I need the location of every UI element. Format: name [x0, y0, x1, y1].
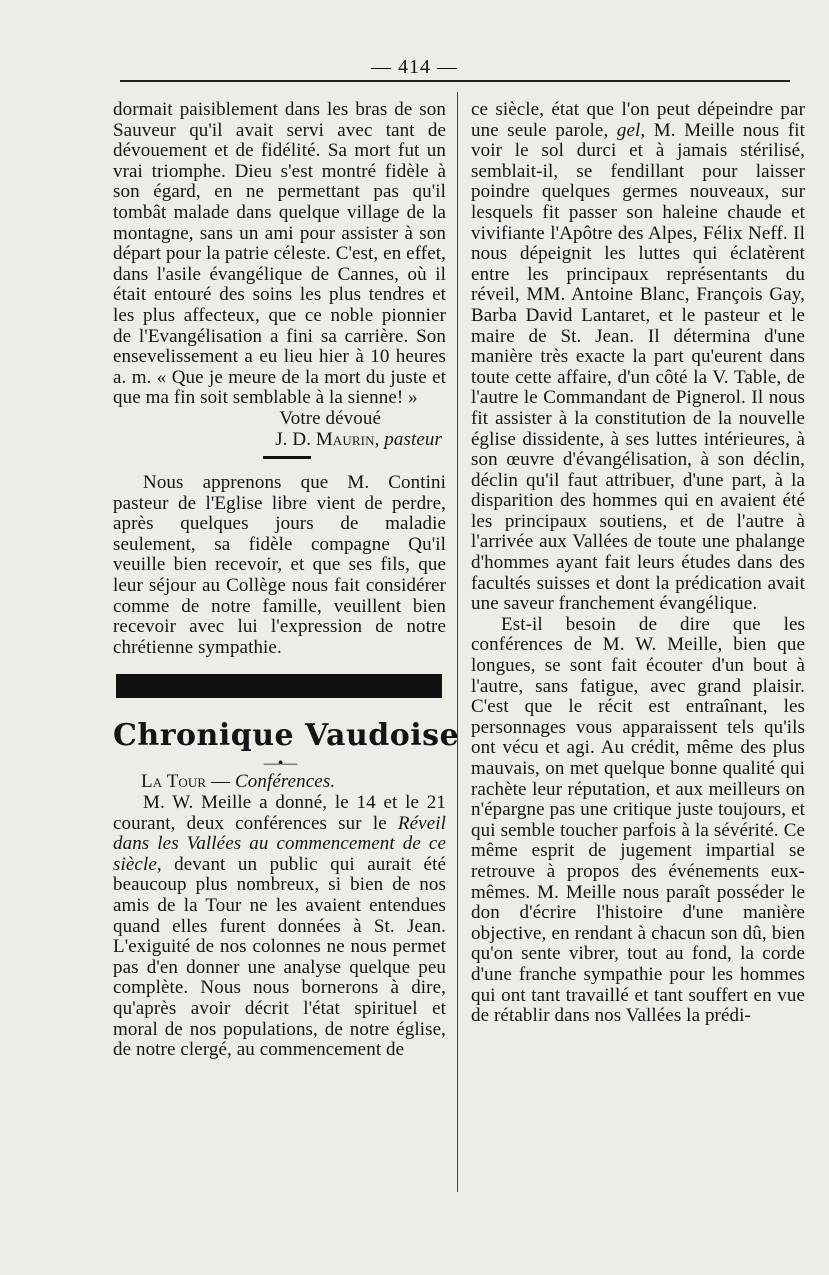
- title-ornament: —•—: [263, 755, 296, 773]
- page-number: — 414 —: [371, 56, 458, 78]
- article-closing-paragraph: Est-il besoin de dire que les conférences de M. W. Meille, bien que longues, se sont fait écouter d'un bout à l'autre, sans fatigue, avec grand plaisir. C'est que le récit est entraînant, les personnages vous apparaissent tels qu'ils ont vécu et agi. Au crédit, même des plus mauvais, on met quelque bonne qualité qui rachète leur réputation, et aux meilleurs on n'épargne pas une critique juste toujours, et qui semble toucher parfois à la sévérité. Ce même esprit de jugement impartial se retrouve à propos des événements eux-mêmes. M. Meille nous paraît posséder le don d'écrire l'histoire d'une manière objective, en rendant à chacun son dû, bien qu'on sente vibrer, tout au fond, la corde d'une franche sympathie pour les hommes qui ont tant travaillé et tant souffert en vue de rétablir dans nos Vallées la prédi-: [471, 613, 805, 1027]
- article-text-part2: devant un public qui aurait été beaucoup plus nombreux, si bien de nos amis de la Tour ne les avaient entendues quand elles furent données à St. Jean. L'exiguité de nos colonnes ne nous permet pas d'en donner une analyse quelque peu complète. Nous nous bornerons à dire, qu'après avoir décrit l'état spirituel et moral de nos populations, de notre église, de notre clergé, au commencement de: [113, 853, 446, 1061]
- article-paragraph: [113, 793, 446, 1061]
- byline-dash: —: [206, 771, 235, 793]
- article-continuation-paragraph: [471, 100, 805, 615]
- right-column: [471, 100, 805, 1027]
- section-title: Chronique Vaudoise: [113, 718, 460, 754]
- column-divider: [457, 92, 458, 1192]
- signature-initials: J. D.: [275, 428, 312, 450]
- header-rule: [120, 80, 790, 82]
- continuation-text-b: M. Meille nous fit voir le sol durci et à jamais stérilisé, semblait-il, se fendillant pour laisser poindre quelques germes nouveaux, sur lesquels fit passer son haleine chaude et vivifiante l'Apôtre des Alpes, Félix Neff. Il nous dépeignit les luttes qui éclatèrent entre les principaux représentants du réveil, MM. Antoine Blanc, François Gay, Barba David Lantaret, et le pasteur et le maire de St. Jean. Il détermina d'une manière très exacte la part qu'eurent dans toute cette affaire, d'un côté la V. Table, de l'autre le Commandant de Pignerol. Il nous fit assister à la constitution de la nouvelle église dissidente, à ses luttes intérieures, à son œuvre d'évangélisation, à son déclin, déclin qu'il faut attribuer, d'une part, à la disparition des hommes qui en avaient été les principaux soutiens, et de l'autre à l'arrivée aux Vallées de toute une phalange d'hommes ayant fait leurs études dans des facultés suisses et dont la prédication avait une saveur franchement évangélique.: [471, 119, 805, 615]
- section-separator-rule: [263, 456, 311, 459]
- article-byline: [113, 772, 446, 793]
- continuation-text-a: ce siècle, état que l'on peut dépeindre par une seule parole,: [471, 99, 805, 141]
- continuation-italic-gel: gel,: [616, 119, 646, 141]
- byline-subject: Conférences.: [234, 771, 336, 793]
- section-heading-bar: [116, 674, 442, 698]
- left-column: [113, 99, 460, 1061]
- byline-place: La Tour: [141, 771, 207, 793]
- article-text-part1: M. W. Meille a donné, le 14 et le 21 courant, deux conférences sur le: [113, 792, 446, 834]
- letter-paragraph: dormait paisiblement dans les bras de son Sauveur qu'il avait servi avec tant de dévouement et de fidélité. Sa mort fut un vrai triomphe. Dieu s'est montré fidèle à son égard, en ne permettant pas qu'il tombât malade dans quelque village de la montagne, sans un ami pour assister à son départ pour la patrie céleste. C'est, en effet, dans l'asile évangélique de Cannes, où il était entouré des soins les plus tendres et les plus affecteux, que ce noble pionnier de l'Evangélisation a fini sa carrière. Son ensevelissement a eu lieu hier à 10 heures a. m. « Que je meure de la mort du juste et que ma fin soit semblable à la sienne! »: [113, 99, 446, 409]
- notice-paragraph: Nous apprenons que M. Contini pasteur de l'Eglise libre vient de perdre, après quelques jours de maladie seulement, sa fidèle compagne Qu'il veuille bien recevoir, et que ses fils, que leur séjour au Collège nous fait considérer comme de notre famille, veuillent bien recevoir avec lui l'expression de notre chrétienne sympathie.: [113, 472, 446, 658]
- article-lecture-title: Réveil dans les Vallées au commencement de ce siècle,: [113, 812, 446, 875]
- letter-signature: [113, 430, 446, 451]
- letter-closing: Votre dévoué: [279, 407, 381, 429]
- signature-name: Maurin,: [315, 428, 380, 450]
- signature-title: pasteur: [384, 428, 442, 450]
